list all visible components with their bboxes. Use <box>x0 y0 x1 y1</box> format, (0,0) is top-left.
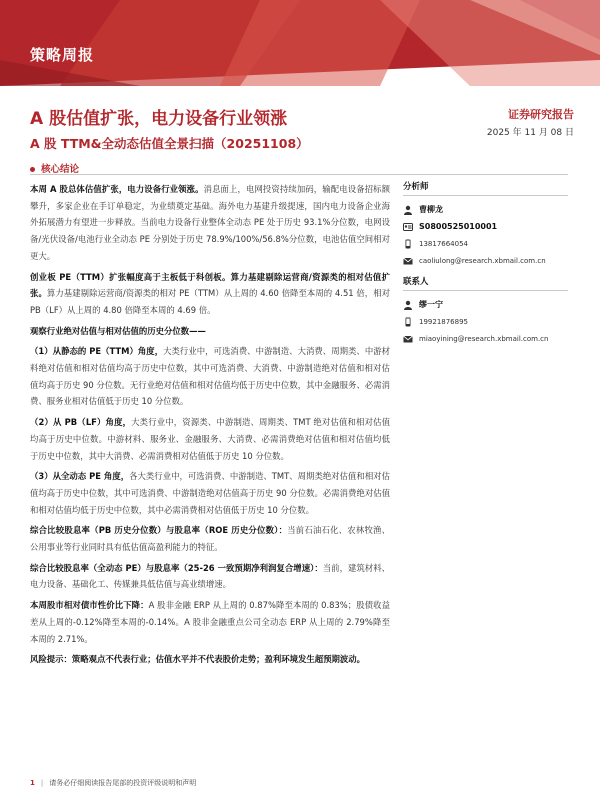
paragraph-lead: 观察行业绝对估值与相对估值的历史分位数—— <box>30 325 206 336</box>
paragraph-summary <box>30 181 390 265</box>
paragraph-text: A 股非金融 ERP 从上周的 0.87%降至本周的 0.83%；股债收益差从上周的-0.12%降至本周的-0.14%。A 股非金融重点公司全动态 ERP 从上周的 2.79%降至本周的 2.71%。 <box>30 600 390 644</box>
paragraph-text: 大类行业中，资源类、中游制造、周期类、TMT 绝对估值和相对估值均高于历史中位数。中游材料、服务业、金融服务、大消费、必需消费绝对估值和相对估值均低于历史中位数，其中大消费、必需消费相对估值低于历史 10 分位数。 <box>30 417 390 461</box>
page-number: 1 <box>30 779 35 787</box>
footer-separator: | <box>40 779 44 787</box>
section-divider <box>30 160 568 175</box>
paragraph-lead: 本周股市相对债市性价比下降： <box>30 600 149 611</box>
paragraph-lead: 创业板 PE（TTM）扩张幅度高于主板低于科创板。算力基建剔除运营商/资源类的相对估值扩张。 <box>30 271 390 299</box>
paragraph-observation <box>30 323 390 340</box>
contact-name-row <box>403 296 568 313</box>
header-pattern <box>0 0 600 86</box>
contact-email[interactable]: miaoyining@research.xbmail.com.cn <box>419 334 549 343</box>
author-sidebar <box>403 180 568 347</box>
paragraph-lead: （1）从静态的 PE（TTM）角度， <box>30 346 164 357</box>
report-body <box>30 181 390 672</box>
bullet-icon <box>30 167 35 172</box>
paragraph-text: 当前石油石化、农林牧渔、公用事业等行业同时具有低估值高盈利能力的特征。 <box>30 525 390 553</box>
analyst-name: 曹柳龙 <box>419 205 443 214</box>
paragraph-lead: （3）从全动态 PE 角度， <box>30 471 130 482</box>
paragraph-text: 大类行业中，可选消费、中游制造、大消费、周期类、中游材料绝对估值和相对估值均高于历史中位数，其中可选消费、大消费、中游制造绝对估值和相对估值均高于历史 90 分位数。无行业绝对估值和相对估值均低于历史中位数，其中金融服务、必需消费、服务业相对估值低于历史 10 分位数。 <box>30 346 391 407</box>
paragraph-lead: 本周 A 股总体估值扩张，电力设备行业领涨。 <box>30 184 204 194</box>
analyst-heading: 分析师 <box>403 180 568 196</box>
email-icon <box>403 256 413 266</box>
paragraph-text: 算力基建剔除运营商/资源类的相对 PE（TTM）从上周的 4.60 倍降至本周的 4.51 倍，相对 PB（LF）从上周的 4.80 倍降至本周的 4.69 倍。 <box>30 288 391 315</box>
footer-note: 请务必仔细阅读报告尾部的投资评级说明和声明 <box>49 779 197 787</box>
phone-icon <box>403 317 413 327</box>
analyst-cert: S0800525010001 <box>419 222 498 231</box>
paragraph-erp <box>30 597 390 647</box>
section-title-text: 核心结论 <box>41 164 80 175</box>
paragraph-text: 当前，建筑材料、电力设备、基础化工、传媒兼具低估值与高业绩增速。 <box>30 562 391 590</box>
contact-email-row <box>403 330 568 347</box>
paragraph-risk <box>30 651 390 668</box>
paragraph-pb-lf <box>30 414 390 464</box>
page-subtitle: A 股 TTM&全动态估值全景扫描（20251108） <box>30 136 309 151</box>
paragraph-lead: 综合比较股息率（全动态 PE）与股息率（25-26 一致预期净利润复合增速）： <box>30 562 323 573</box>
analyst-name-row <box>403 201 568 218</box>
analyst-phone: 13817664054 <box>419 239 468 248</box>
paragraph-dynamic-pe <box>30 468 390 518</box>
analyst-email-row <box>403 252 568 269</box>
contact-name: 缪一宁 <box>419 300 443 309</box>
section-title <box>30 161 79 175</box>
paragraph-pe-growth <box>30 560 390 593</box>
paragraph-lead: （2）从 PB（LF）角度， <box>30 417 132 428</box>
analyst-phone-row <box>403 235 568 252</box>
contact-phone: 19921876895 <box>419 317 468 326</box>
report-label: 证券研究报告 <box>508 108 574 121</box>
analyst-cert-row <box>403 218 568 235</box>
report-date: 2025 年 11 月 08 日 <box>486 128 574 138</box>
page-title: A 股估值扩张，电力设备行业领涨 <box>30 109 288 129</box>
header-banner <box>0 0 600 86</box>
paragraph-lead: 综合比较股息率（PB 历史分位数）与股息率（ROE 历史分位数）： <box>30 525 288 536</box>
email-icon <box>403 334 413 344</box>
analyst-email[interactable]: caoliulong@research.xbmail.com.cn <box>419 256 546 265</box>
paragraph-pb-roe <box>30 522 390 555</box>
phone-icon <box>403 239 413 249</box>
paragraph-pe-ttm <box>30 343 390 410</box>
contact-phone-row <box>403 313 568 330</box>
report-type: 策略周报 <box>30 46 95 64</box>
paragraph-board <box>30 269 390 319</box>
contact-heading: 联系人 <box>403 275 568 291</box>
person-icon <box>403 205 413 215</box>
paragraph-text: 消息面上，电网投资持续加码，输配电设备招标额攀升，多家企业在手订单稳定，为业绩奠定基础。海外电力基建升级提速，国内电力设备企业海外拓展潜力有望进一步释放。当前电力设备行业整体全动态 PE 处于历史 93.1%分位数，电网设备/光伏设备/电池行业全动态 PE 分别处于历史 78.9%/100%/56.8%分位数，电池估值空间相对更大。 <box>30 184 390 261</box>
person-icon <box>403 300 413 310</box>
paragraph-lead: 风险提示：策略观点不代表行业；估值水平并不代表股价走势；盈利环境发生超预期波动。 <box>30 654 365 665</box>
page-footer <box>30 778 196 788</box>
id-card-icon <box>403 222 413 232</box>
paragraph-text: 各大类行业中，可选消费、中游制造、TMT、周期类绝对估值和相对估值均高于历史中位数，其中可选消费、中游制造绝对估值高于历史 90 分位数。必需消费绝对估值和相对估值均低于历史中位数，其中必需消费相对估值低于历史 10 分位数。 <box>30 471 390 515</box>
